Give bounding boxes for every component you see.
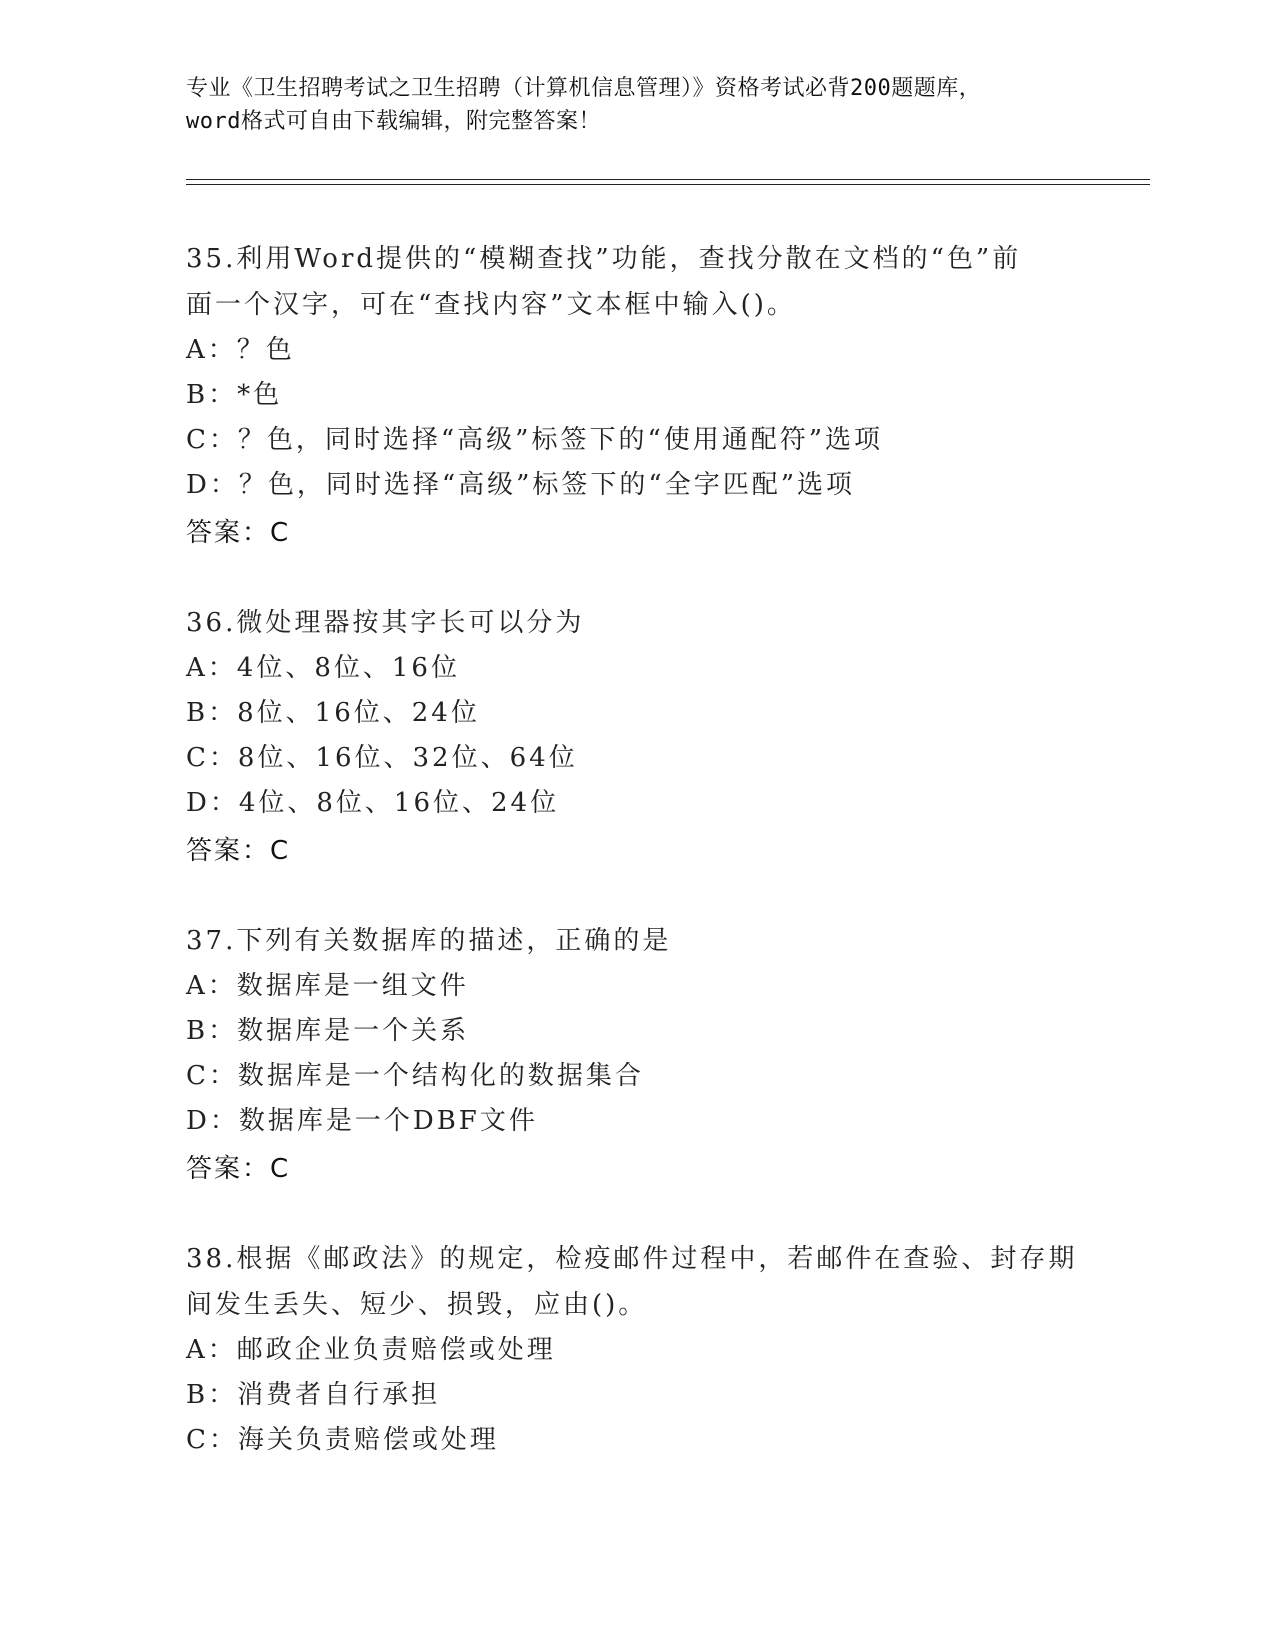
question-text: 间发生丢失、短少、损毁，应由()。 (186, 1290, 648, 1320)
question-36 (186, 600, 1086, 876)
option-a: A：数据库是一组文件 (186, 971, 469, 1001)
question-38 (186, 1236, 1086, 1463)
header-divider-top (186, 179, 1150, 180)
option-a: A：邮政企业负责赔偿或处理 (186, 1335, 556, 1365)
option-c: C：8位、16位、32位、64位 (186, 743, 578, 773)
answer: 答案：C (186, 1154, 291, 1184)
option-b: B：8位、16位、24位 (186, 698, 480, 728)
answer: 答案：C (186, 518, 291, 548)
option-c: C：数据库是一个结构化的数据集合 (186, 1061, 644, 1091)
question-list (186, 236, 1086, 1505)
option-b: B：数据库是一个关系 (186, 1016, 470, 1046)
option-d: D：数据库是一个DBF文件 (186, 1106, 538, 1136)
answer: 答案：C (186, 836, 291, 866)
question-text: 35.利用Word提供的“模糊查找”功能，查找分散在文档的“色”前 (186, 244, 1022, 274)
option-c: C：海关负责赔偿或处理 (186, 1425, 499, 1455)
question-text: 37.下列有关数据库的描述，正确的是 (186, 926, 672, 956)
option-b: B：消费者自行承担 (186, 1380, 441, 1410)
question-35 (186, 236, 1086, 558)
option-a: A：？色 (186, 335, 295, 365)
question-text: 面一个汉字，可在“查找内容”文本框中输入()。 (186, 290, 796, 320)
question-text: 38.根据《邮政法》的规定，检疫邮件过程中，若邮件在查验、封存期 (186, 1244, 1078, 1274)
header-line-1: 专业《卫生招聘考试之卫生招聘（计算机信息管理）》资格考试必背200题题库， (186, 76, 982, 101)
question-text: 36.微处理器按其字长可以分为 (186, 608, 585, 638)
document-header (186, 72, 1086, 138)
header-divider-bottom (186, 184, 1150, 185)
question-37 (186, 918, 1086, 1194)
option-c: C：？色，同时选择“高级”标签下的“使用通配符”选项 (186, 425, 884, 455)
option-a: A：4位、8位、16位 (186, 653, 460, 683)
option-b: B：*色 (186, 380, 283, 410)
header-line-2: word格式可自由下载编辑，附完整答案！ (186, 109, 601, 134)
option-d: D：？色，同时选择“高级”标签下的“全字匹配”选项 (186, 470, 856, 500)
option-d: D：4位、8位、16位、24位 (186, 788, 560, 818)
